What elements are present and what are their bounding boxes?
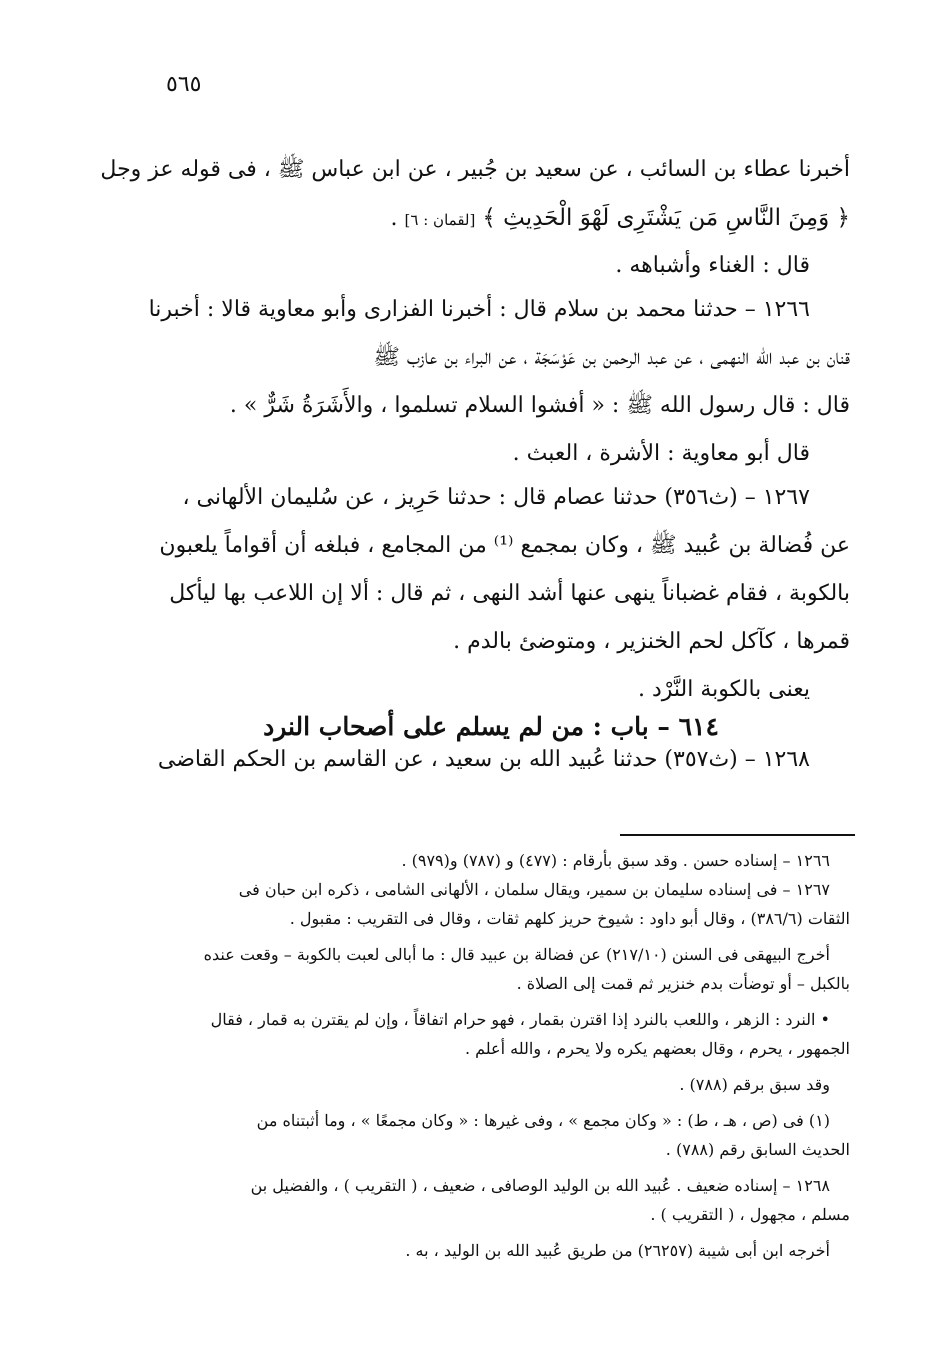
hadith-1267-line-5: يعنى بالكوبة النَّرْد . [637,677,810,702]
footnote-1268-line-2: مسلم ، مجهول ، ( التقريب ) . [650,1205,850,1224]
footnote-1267-line-1: ١٢٦٧ – فى إسناده سليمان بن سمير، ويقال سلمان ، الألهانى الشامى ، ذكره ابن حبان فى [238,880,830,899]
hadith-1266-line-4: قال أبو معاوية : الأشرة ، العبث . [512,441,810,466]
footnote-note-1-line-2: الحديث السابق رقم (٧٨٨) . [665,1140,850,1159]
hadith-1267-line-1: ١٢٦٧ – (ث٣٥٦) حدثنا عصام قال : حدثنا حَرِيز ، عن سُليمان الألهانى ، [182,485,810,510]
intro-paragraph [100,146,850,290]
footnote-separator [620,834,855,836]
hadith-1267-line-3: بالكوبة ، فقام غضباناً ينهى عنها أشد النهى ، ثم قال : ألا إن اللاعب بها ليأكل [169,581,850,606]
quran-citation: [لقمان : ٦] [404,211,476,229]
hadith-1268-line-1: ١٢٦٨ – (ث٣٥٧) حدثنا عُبيد الله بن سعيد ، عن القاسم بن الحكم القاضى [157,747,810,772]
footnote-1267-line-3: أخرج البيهقى فى السنن (٢١٧/١٠) عن فضالة بن عبيد قال : ما أبالى لعبت بالكوبة – وقعت عنده [203,945,830,964]
hadith-1267 [132,474,850,714]
hadith-1266-line-3: قال : قال رسول الله ﷺ : « أفشوا السلام تسلموا ، والأَشَرَةُ شَرٌّ » . [229,393,850,418]
hadith-1266 [132,286,850,478]
hadith-1266-line-2: قنان بن عبد الله النهمى ، عن عبد الرحمن بن عَوْسَجَة ، عن البراء بن عازب ﷺ [373,345,850,370]
footnote-1267-line-4: بالكبل – أو توضأت بدم خنزير ثم قمت إلى الصلاة . [516,974,850,993]
chapter-heading: ٦١٤ – باب : من لم يسلم على أصحاب النرد [263,712,719,741]
hadith-1268 [132,736,850,784]
footnote-1267-line-5: • النرد : الزهر ، واللعب بالنرد إذا اقترن بقمار ، فهو حرام اتفاقاً ، وإن لم يقترن به قمار ، فقال [210,1010,830,1029]
footnote-note-1-line-1: (١) فى (ص ، هـ ، ط) : « وكان مجمع » ، وفى غيرها : « وكان مجمعًا » ، وما أثبتناه من [256,1111,830,1130]
quran-verse-line [132,194,850,242]
footnotes [132,846,850,1265]
hadith-1267-line-2: عن فُضالة بن عُبيد ﷺ ، وكان بمجمع ⁽¹⁾ من المجامع ، فبلغه أن أقواماً يلعبون [159,533,850,558]
hadith-1267-line-4: قمرها ، كآكل لحم الخنزير ، ومتوضئ بالدم . [453,629,850,654]
quran-end-punct: . [390,206,398,231]
quran-verse: ﴿ وَمِنَ النَّاسِ مَن يَشْتَرِى لَهْوَ الْحَدِيثِ ﴾ [482,205,850,231]
footnote-1267-line-2: الثقات (٣٨٦/٦) ، وقال أبو داود : شيوخ حريز كلهم ثقات ، وقال فى التقريب : مقبول . [289,909,850,928]
footnote-1267-line-7: وقد سبق برقم (٧٨٨) . [679,1075,830,1094]
page-number: ٥٦٥ [166,72,202,97]
intro-line-3: قال : الغناء وأشباهه . [615,253,810,278]
intro-line-1: أخبرنا عطاء بن السائب ، عن سعيد بن جُبير ، عن ابن عباس ﷺ ، فى قوله عز وجل [100,157,850,182]
footnote-1266: ١٢٦٦ – إسناده حسن . وقد سبق بأرقام : (٤٧٧) و (٧٨٧) و(٩٧٩) . [401,851,830,870]
hadith-1266-line-1: ١٢٦٦ – حدثنا محمد بن سلام قال : أخبرنا الفزارى وأبو معاوية قالا : أخبرنا [148,297,810,322]
footnote-1268-line-1: ١٢٦٨ – إسناده ضعيف . عُبيد الله بن الوليد الوصافى ، ضعيف ، ( التقريب ) ، والفضيل بن [250,1176,830,1195]
footnote-1268-line-3: أخرجه ابن أبى شيبة (٢٦٢٥٧) من طريق عُبيد الله بن الوليد ، به . [405,1241,830,1260]
footnote-1267-line-6: الجمهور ، يحرم ، وقال بعضهم يكره ولا يحرم ، والله أعلم . [464,1039,850,1058]
